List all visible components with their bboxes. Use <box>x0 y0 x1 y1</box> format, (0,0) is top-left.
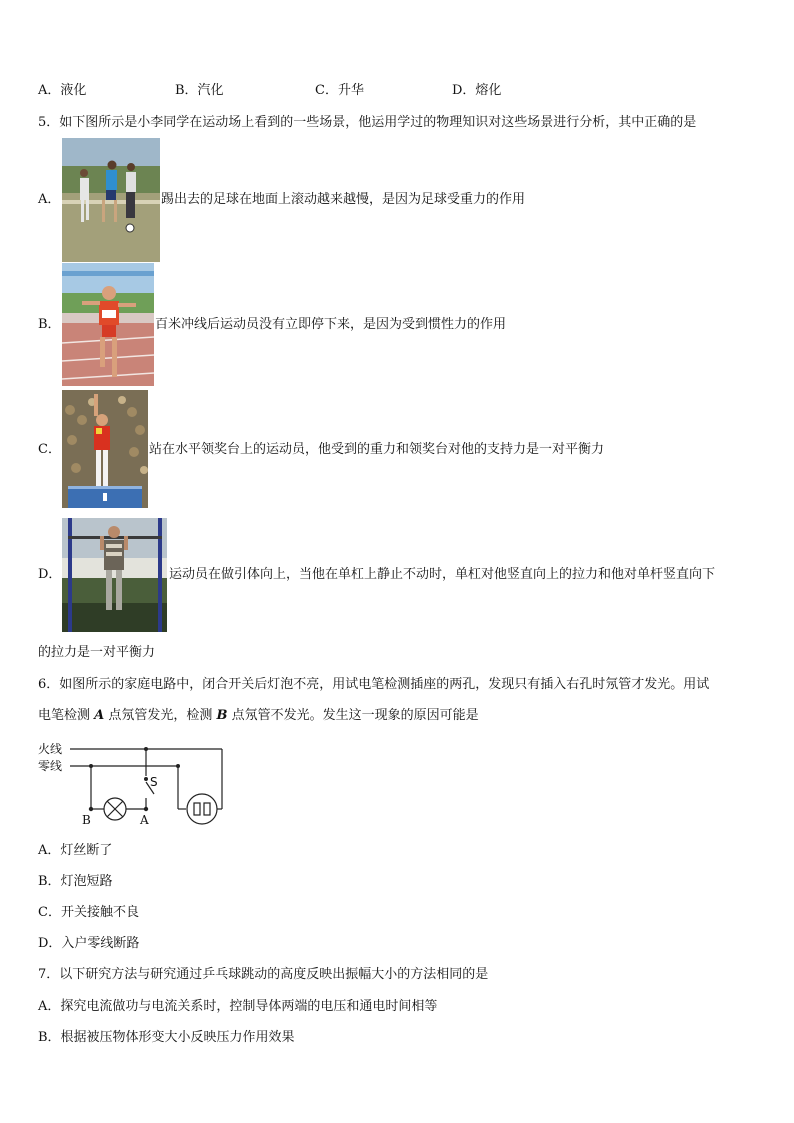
q7-option-b: B．根据被压物体形变大小反映压力作用效果 <box>38 1030 295 1045</box>
switch-label: S <box>150 775 158 789</box>
pullup-photo <box>62 518 167 632</box>
q5-option-a-text: 踢出去的足球在地面上滚动越来越慢，是因为足球受重力的作用 <box>161 192 526 207</box>
q4-option-a: A．液化 <box>38 83 87 98</box>
q6-stem-line2 <box>38 708 479 724</box>
q4-option-c: C．升华 <box>315 83 364 98</box>
q4-option-d: D．熔化 <box>452 83 502 98</box>
q5-stem: 5．如下图所示是小李同学在运动场上看到的一些场景，他运用学过的物理知识对这些场景进行分析，其中正确的是 <box>38 115 697 130</box>
q5-option-d-text: 运动员在做引体向上，当他在单杠上静止不动时，单杠对他竖直向上的拉力和他对单杆竖直向下 <box>169 567 716 582</box>
q5-option-d-continuation: 的拉力是一对平衡力 <box>38 645 156 660</box>
q6-stem-line1: 6．如图所示的家庭电路中，闭合开关后灯泡不亮，用试电笔检测插座的两孔，发现只有插入右孔时氖管才发光。用试 <box>38 677 710 692</box>
q5-option-c-text: 站在水平领奖台上的运动员，他受到的重力和领奖台对他的支持力是一对平衡力 <box>149 442 605 457</box>
q4-options <box>38 83 738 99</box>
q6-option-b: B．灯泡短路 <box>38 874 113 889</box>
q6-stem-part1: 电笔检测 <box>38 708 95 723</box>
q6-stem-part2: 点氖管发光，检测 <box>104 708 217 723</box>
point-a-label: A <box>140 813 149 827</box>
q6-point-a: A <box>94 708 105 723</box>
sprinter-photo <box>62 263 154 386</box>
q6-stem-part3: 点氖管不发光。发生这一现象的原因可能是 <box>227 708 479 723</box>
podium-photo <box>62 390 148 508</box>
neutral-wire-label: 零线 <box>38 759 63 773</box>
q5-option-a-label: A． <box>38 192 61 207</box>
q4-option-b: B．汽化 <box>175 83 224 98</box>
point-b-label: B <box>82 813 91 827</box>
q5-option-c-label: C． <box>38 442 61 457</box>
soccer-photo <box>62 138 160 262</box>
q6-option-c: C．开关接触不良 <box>38 905 139 920</box>
q5-option-d-label: D． <box>38 567 62 582</box>
q7-option-a: A．探究电流做功与电流关系时，控制导体两端的电压和通电时间相等 <box>38 999 438 1014</box>
live-wire-label: 火线 <box>38 742 63 756</box>
circuit-diagram <box>36 736 236 828</box>
q6-option-d: D．入户零线断路 <box>38 936 140 951</box>
q6-point-b: B <box>216 708 228 723</box>
q7-stem: 7．以下研究方法与研究通过乒乓球跳动的高度反映出振幅大小的方法相同的是 <box>38 967 489 982</box>
q6-option-a: A．灯丝断了 <box>38 843 113 858</box>
q5-option-b-text: 百米冲线后运动员没有立即停下来，是因为受到惯性力的作用 <box>155 317 507 332</box>
q5-option-b-label: B． <box>38 317 61 332</box>
